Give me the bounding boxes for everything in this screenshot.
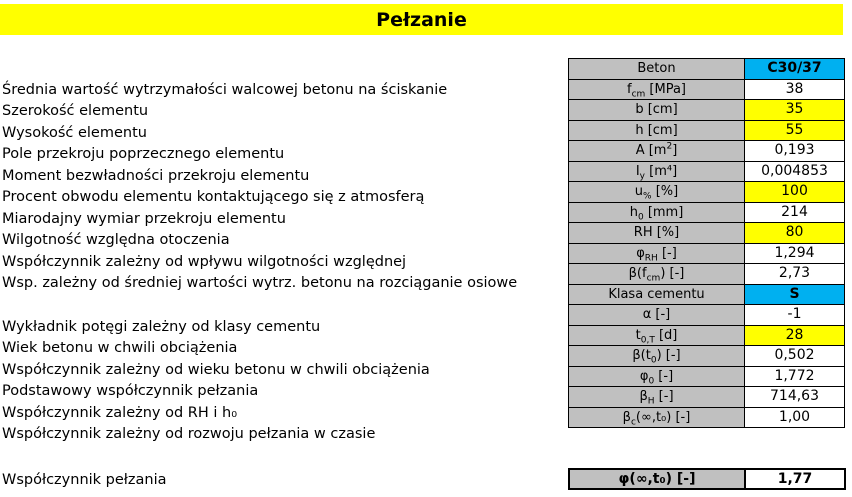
symbol-tail: [MPa] xyxy=(645,81,686,97)
parameter-symbol xyxy=(569,305,745,326)
parameter-row xyxy=(569,264,845,285)
computed-value-cell: 0,193 xyxy=(745,141,845,162)
parameter-label: Średnia wartość wytrzymałości walcowej betonu na ściskanie xyxy=(2,81,448,98)
result-label: Współczynnik pełzania xyxy=(2,472,167,488)
input-value-cell[interactable]: 55 xyxy=(745,120,845,141)
input-value-cell[interactable]: 35 xyxy=(745,100,845,121)
parameter-row xyxy=(569,346,845,367)
select-value-cell[interactable]: C30/37 xyxy=(745,59,845,80)
symbol-subscript: 0 xyxy=(637,212,644,223)
symbol-main: φ xyxy=(639,368,649,384)
parameter-row xyxy=(569,223,845,244)
parameter-label: Podstawowy współczynnik pełzania xyxy=(2,383,259,400)
parameter-label: Wsp. zależny od średniej wartości wytrz. betonu na rozciąganie osiowe xyxy=(2,275,518,292)
symbol-main: u xyxy=(634,184,644,200)
parameter-label: Wiek betonu w chwili obciążenia xyxy=(2,340,238,357)
parameter-symbol xyxy=(569,79,745,100)
parameter-symbol xyxy=(569,100,745,121)
computed-value-cell: 214 xyxy=(745,202,845,223)
computed-value-cell: 1,772 xyxy=(745,366,845,387)
symbol-tail: ) [-] xyxy=(660,266,685,282)
symbol-main: b [cm] xyxy=(635,102,678,118)
parameter-symbol xyxy=(569,346,745,367)
parameter-symbol xyxy=(569,182,745,203)
parameter-row xyxy=(569,120,845,141)
parameter-row xyxy=(569,100,845,121)
parameter-label: Współczynnik zależny od rozwoju pełzania w czasie xyxy=(2,426,376,443)
result-symbol: φ(∞,t₀) [-] xyxy=(569,469,745,489)
symbol-tail: [-] xyxy=(654,368,674,384)
parameter-label: Współczynnik zależny od wieku betonu w chwili obciążenia xyxy=(2,361,430,378)
computed-value-cell: 0,502 xyxy=(745,346,845,367)
parameter-row xyxy=(569,325,845,346)
symbol-tail: [mm] xyxy=(643,204,684,220)
parameter-symbol xyxy=(569,120,745,141)
symbol-main: h [cm] xyxy=(635,122,678,138)
symbol-main: β(f xyxy=(628,266,647,282)
symbol-superscript: 2 xyxy=(666,141,673,152)
symbol-subscript: cm xyxy=(631,89,646,100)
parameter-labels xyxy=(2,58,562,446)
parameter-symbol xyxy=(569,366,745,387)
page-title-text: Pełzanie xyxy=(376,8,467,31)
symbol-tail: [m⁴] xyxy=(645,163,678,179)
symbol-subscript: 0,T xyxy=(640,335,655,346)
parameter-label xyxy=(2,295,562,317)
input-value-cell[interactable]: 80 xyxy=(745,223,845,244)
symbol-subscript: 0 xyxy=(648,376,655,387)
symbol-main: φ xyxy=(636,245,645,261)
parameter-label: Pole przekroju poprzecznego elementu xyxy=(2,146,285,163)
symbol-main: β xyxy=(622,409,631,425)
parameter-symbol xyxy=(569,387,745,408)
symbol-subscript: cm xyxy=(646,273,661,284)
parameter-symbol xyxy=(569,284,745,305)
symbol-tail: [-] xyxy=(657,245,677,261)
symbol-tail: ] xyxy=(672,143,678,159)
parameter-row xyxy=(569,407,845,428)
symbol-main: f xyxy=(626,81,632,97)
parameter-label: Moment bezwładności przekroju elementu xyxy=(2,167,310,184)
parameter-symbol xyxy=(569,243,745,264)
parameter-label: Wykładnik potęgi zależny od klasy cementu xyxy=(2,318,321,335)
page-title xyxy=(0,4,843,35)
symbol-subscript: % xyxy=(643,191,652,202)
result-row xyxy=(569,469,845,489)
parameter-row xyxy=(569,284,845,305)
symbol-subscript: 0 xyxy=(650,355,657,366)
symbol-tail: ) [-] xyxy=(656,348,681,364)
parameter-row xyxy=(569,59,845,80)
symbol-main: t xyxy=(635,327,641,343)
computed-value-cell: -1 xyxy=(745,305,845,326)
result-value: 1,77 xyxy=(745,469,845,489)
input-value-cell[interactable]: 28 xyxy=(745,325,845,346)
parameter-symbol xyxy=(569,202,745,223)
parameter-row xyxy=(569,387,845,408)
parameter-label: Wilgotność względna otoczenia xyxy=(2,232,230,249)
parameter-label: Wysokość elementu xyxy=(2,124,147,141)
parameter-symbol xyxy=(569,325,745,346)
parameter-symbol xyxy=(569,223,745,244)
computed-value-cell: 38 xyxy=(745,79,845,100)
symbol-main: A [m xyxy=(635,143,667,159)
symbol-tail: [%] xyxy=(651,184,679,200)
symbol-tail: [-] xyxy=(654,389,674,405)
symbol-main: β(t xyxy=(632,348,651,364)
result-table xyxy=(568,468,846,490)
parameter-row xyxy=(569,202,845,223)
symbol-subscript: RH xyxy=(644,253,658,264)
parameter-label: Szerokość elementu xyxy=(2,103,149,120)
parameters-table xyxy=(568,58,845,428)
computed-value-cell: 0,004853 xyxy=(745,161,845,182)
computed-value-cell: 1,00 xyxy=(745,407,845,428)
symbol-subscript: c xyxy=(630,417,636,428)
parameter-symbol xyxy=(569,141,745,162)
parameter-symbol xyxy=(569,59,745,80)
symbol-main: RH [%] xyxy=(633,225,680,241)
parameter-label: Współczynnik zależny od RH i h₀ xyxy=(2,404,238,421)
symbol-subscript: y xyxy=(639,171,645,182)
parameter-row xyxy=(569,141,845,162)
symbol-subscript: H xyxy=(647,396,655,407)
parameter-row xyxy=(569,161,845,182)
parameter-row xyxy=(569,305,845,326)
symbol-tail: (∞,t₀) [-] xyxy=(635,409,691,425)
parameter-symbol xyxy=(569,407,745,428)
computed-value-cell: 2,73 xyxy=(745,264,845,285)
parameter-row xyxy=(569,366,845,387)
parameter-label xyxy=(2,58,562,80)
symbol-main: β xyxy=(639,389,648,405)
symbol-main: Klasa cementu xyxy=(608,286,705,302)
parameter-symbol xyxy=(569,161,745,182)
select-value-cell[interactable]: S xyxy=(745,284,845,305)
parameter-row xyxy=(569,79,845,100)
parameter-label: Procent obwodu elementu kontaktującego się z atmosferą xyxy=(2,189,425,206)
symbol-main: h xyxy=(629,204,638,220)
symbol-tail: [d] xyxy=(654,327,678,343)
parameter-symbol xyxy=(569,264,745,285)
input-value-cell[interactable]: 100 xyxy=(745,182,845,203)
parameter-row xyxy=(569,243,845,264)
parameter-label: Współczynnik zależny od wpływu wilgotności względnej xyxy=(2,253,407,270)
symbol-main: Beton xyxy=(637,61,676,77)
parameter-row xyxy=(569,182,845,203)
parameter-label: Miarodajny wymiar przekroju elementu xyxy=(2,210,286,227)
computed-value-cell: 1,294 xyxy=(745,243,845,264)
symbol-main: α [-] xyxy=(642,307,671,323)
computed-value-cell: 714,63 xyxy=(745,387,845,408)
symbol-main: I xyxy=(635,163,640,179)
